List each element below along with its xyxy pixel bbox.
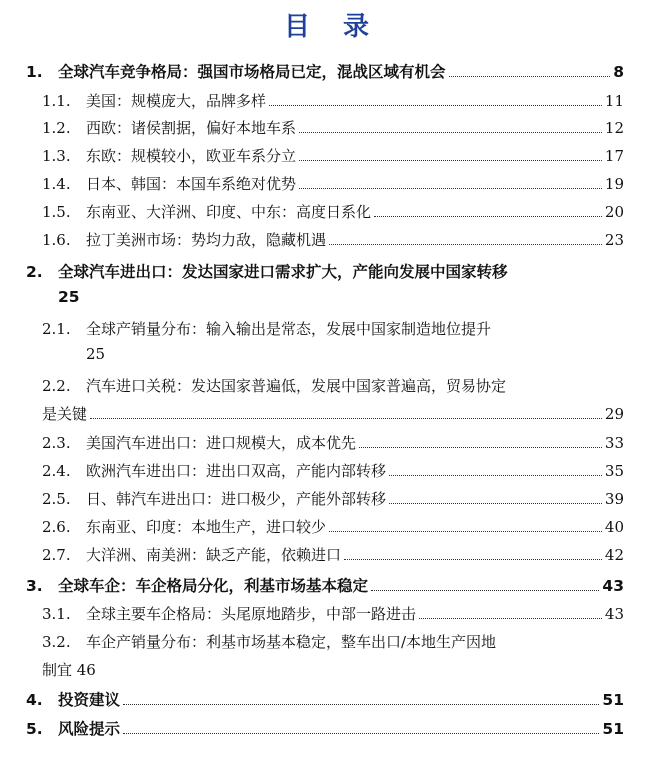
toc-entry-text: 全球产销量分布：输入输出是常态，发展中国家制造地位提升 — [86, 320, 492, 338]
toc-leader — [374, 215, 602, 217]
toc-entry-number: 3. — [26, 577, 43, 595]
toc-entry-text: 日本、韩国：本国车系绝对优势 — [86, 175, 297, 193]
toc-entry-page: 12 — [604, 119, 624, 137]
toc-leader — [329, 530, 602, 532]
toc-entry-page: 43 — [602, 577, 624, 595]
toc-entry-3-2[interactable] — [42, 631, 496, 652]
toc-entry-page: 11 — [604, 92, 624, 110]
toc-entry-page: 33 — [604, 434, 624, 452]
toc-entry-number: 1.1. — [42, 92, 71, 110]
toc-leader — [90, 417, 602, 419]
toc-entry-2-6[interactable] — [42, 516, 624, 537]
toc-leader — [344, 558, 602, 560]
toc-entry-text: 欧洲汽车进出口：进出口双高，产能内部转移 — [86, 462, 387, 480]
toc-leader — [389, 474, 602, 476]
toc-entry-2-4[interactable] — [42, 460, 624, 481]
toc-leader — [371, 589, 599, 591]
toc-entry-text: 全球汽车进出口：发达国家进口需求扩大，产能向发展中国家转移 — [58, 263, 508, 281]
toc-entry-text: 西欧：诸侯割据，偏好本地车系 — [86, 119, 297, 137]
toc-entry-5[interactable] — [26, 717, 624, 739]
toc-entry-number: 2.5. — [42, 490, 71, 508]
toc-entry-2-2[interactable] — [42, 375, 506, 396]
toc-entry-number: 1.2. — [42, 119, 71, 137]
toc-entry-3-2-cont: 制宜 46 — [42, 661, 96, 679]
toc-entry-text: 汽车进口关税：发达国家普遍低，发展中国家普遍高，贸易协定 — [86, 377, 507, 395]
toc-entry-1-2[interactable] — [42, 117, 624, 138]
toc-entry-number: 1.4. — [42, 175, 71, 193]
toc-entry-number: 1.6. — [42, 231, 71, 249]
toc-entry-page: 23 — [604, 231, 624, 249]
toc-entry-text: 东南亚、印度：本地生产，进口较少 — [86, 518, 327, 536]
toc-entry-2-3[interactable] — [42, 432, 624, 453]
toc-entry-number: 5. — [26, 720, 43, 738]
toc-entry-4[interactable] — [26, 688, 624, 710]
toc-entry-text: 美国汽车进出口：进口规模大，成本优先 — [86, 434, 357, 452]
toc-entry-number: 1.3. — [42, 147, 71, 165]
toc-entry-1-4[interactable] — [42, 173, 624, 194]
toc-entry-page: 39 — [604, 490, 624, 508]
toc-entry-text: 日、韩汽车进出口：进口极少，产能外部转移 — [86, 490, 387, 508]
toc-entry-2-2-cont[interactable] — [42, 403, 624, 424]
toc-leader — [419, 617, 602, 619]
toc-entry-number: 4. — [26, 691, 43, 709]
toc-entry-page: 29 — [604, 405, 624, 423]
toc-entry-page: 17 — [604, 147, 624, 165]
toc-entry-number: 2.6. — [42, 518, 71, 536]
toc-leader — [359, 446, 602, 448]
toc-entry-number: 2.4. — [42, 462, 71, 480]
toc-entry-text: 拉丁美洲市场：势均力敌，隐藏机遇 — [86, 231, 327, 249]
toc-entry-1-3[interactable] — [42, 145, 624, 166]
toc-entry-text: 风险提示 — [58, 720, 121, 738]
toc-entry-page: 42 — [604, 546, 624, 564]
toc-entry-text: 是关键 — [42, 405, 88, 423]
toc-entry-2-page: 25 — [58, 288, 80, 306]
toc-entry-page: 40 — [604, 518, 624, 536]
toc-leader — [329, 243, 602, 245]
toc-entry-number: 2.1. — [42, 320, 71, 338]
toc-entry-2[interactable] — [26, 260, 508, 282]
toc-leader — [123, 732, 599, 734]
toc-entry-page: 8 — [613, 63, 624, 81]
toc-entry-1-5[interactable] — [42, 201, 624, 222]
toc-entry-2-1[interactable] — [42, 318, 491, 339]
toc-title: 目 录 — [283, 12, 382, 42]
toc-entry-number: 3.2. — [42, 633, 71, 651]
toc-entry-text: 全球汽车竞争格局：强国市场格局已定，混战区域有机会 — [58, 63, 446, 81]
toc-entry-text: 美国：规模庞大，品牌多样 — [86, 92, 267, 110]
toc-leader — [299, 159, 602, 161]
toc-entry-3-1[interactable] — [42, 603, 624, 624]
toc-entry-text: 投资建议 — [58, 691, 121, 709]
toc-entry-text: 大洋洲、南美洲：缺乏产能，依赖进口 — [86, 546, 342, 564]
toc-entry-number: 1. — [26, 63, 43, 81]
toc-leader — [269, 104, 602, 106]
toc-entry-page: 43 — [604, 605, 624, 623]
toc-entry-1[interactable] — [26, 60, 624, 82]
toc-entry-text: 车企产销量分布：利基市场基本稳定，整车出口/本地生产因地 — [86, 633, 497, 651]
toc-entry-number: 2.3. — [42, 434, 71, 452]
toc-entry-1-1[interactable] — [42, 90, 624, 111]
toc-entry-2-5[interactable] — [42, 488, 624, 509]
toc-entry-page: 20 — [604, 203, 624, 221]
toc-entry-2-7[interactable] — [42, 544, 624, 565]
toc-entry-2-1-page: 25 — [86, 345, 106, 363]
toc-entry-3[interactable] — [26, 574, 624, 596]
toc-leader — [389, 502, 602, 504]
toc-leader — [449, 75, 611, 77]
toc-entry-number: 3.1. — [42, 605, 71, 623]
toc-leader — [123, 703, 599, 705]
toc-entry-text: 东欧：规模较小，欧亚车系分立 — [86, 147, 297, 165]
toc-entry-number: 2.7. — [42, 546, 71, 564]
toc-entry-number: 1.5. — [42, 203, 71, 221]
toc-leader — [299, 131, 602, 133]
toc-entry-page: 19 — [604, 175, 624, 193]
toc-entry-number: 2.2. — [42, 377, 71, 395]
toc-entry-page: 51 — [602, 720, 624, 738]
toc-entry-text: 全球车企：车企格局分化，利基市场基本稳定 — [58, 577, 369, 595]
toc-entry-page: 35 — [604, 462, 624, 480]
toc-entry-1-6[interactable] — [42, 229, 624, 250]
toc-entry-text: 全球主要车企格局：头尾原地踏步，中部一路进击 — [86, 605, 417, 623]
toc-entry-page: 51 — [602, 691, 624, 709]
toc-entry-text: 东南亚、大洋洲、印度、中东：高度日系化 — [86, 203, 372, 221]
toc-leader — [299, 187, 602, 189]
toc-entry-number: 2. — [26, 263, 43, 281]
